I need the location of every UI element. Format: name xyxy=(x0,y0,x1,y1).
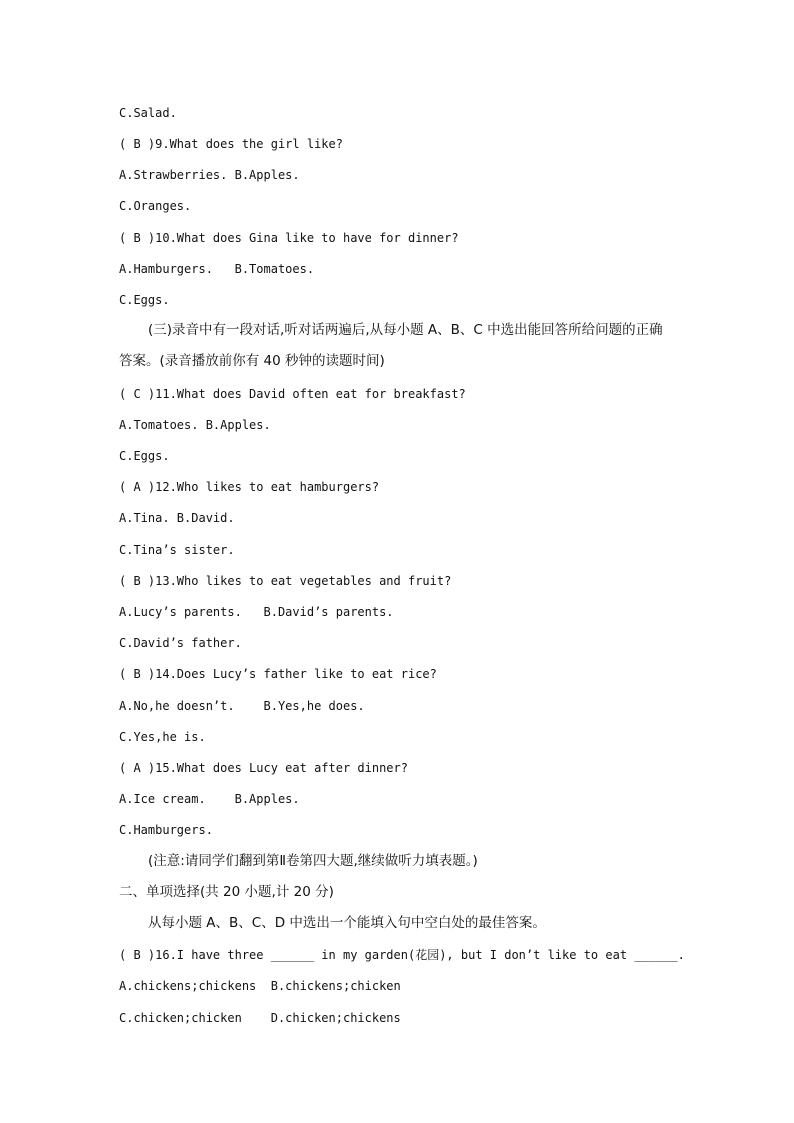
question-10: ( B )10.What does Gina like to have for dinner? xyxy=(119,231,459,245)
option-line-q13ab: A.Lucy’s parents. B.David’s parents. xyxy=(119,605,394,619)
option-line-q9c: C.Oranges. xyxy=(119,199,192,213)
section-2-instruction: 从每小题 A、B、C、D 中选出一个能填入句中空白处的最佳答案。 xyxy=(148,915,546,931)
question-11: ( C )11.What does David often eat for breakfast? xyxy=(119,387,466,401)
note-turn-page: (注意:请同学们翻到第Ⅱ卷第四大题,继续做听力填表题。) xyxy=(148,853,478,869)
section-3-instruction-cont: 答案。(录音播放前你有 40 秒钟的读题时间) xyxy=(119,353,385,369)
option-line-q15ab: A.Ice cream. B.Apples. xyxy=(119,792,300,806)
option-line-q12c: C.Tina’s sister. xyxy=(119,543,235,557)
option-line-q15c: C.Hamburgers. xyxy=(119,823,213,837)
question-9: ( B )9.What does the girl like? xyxy=(119,137,343,151)
question-14: ( B )14.Does Lucy’s father like to eat rice? xyxy=(119,667,437,681)
option-line-q11c: C.Eggs. xyxy=(119,449,170,463)
option-line-q10ab: A.Hamburgers. B.Tomatoes. xyxy=(119,262,315,276)
option-line-q9ab: A.Strawberries. B.Apples. xyxy=(119,168,300,182)
option-line-q14c: C.Yes,he is. xyxy=(119,730,206,744)
section-2-heading: 二、单项选择(共 20 小题,计 20 分) xyxy=(119,884,334,900)
option-line-q14ab: A.No,he doesn’t. B.Yes,he does. xyxy=(119,699,365,713)
option-line-q12ab: A.Tina. B.David. xyxy=(119,511,235,525)
option-line-q8c: C.Salad. xyxy=(119,106,177,120)
section-3-instruction: (三)录音中有一段对话,听对话两遍后,从每小题 A、B、C 中选出能回答所给问题的正确 xyxy=(148,322,663,338)
question-12: ( A )12.Who likes to eat hamburgers? xyxy=(119,480,380,494)
question-16: ( B )16.I have three ______ in my garden(花园), but I don’t like to eat ______. xyxy=(119,948,685,962)
option-line-q16ab: A.chickens;chickens B.chickens;chicken xyxy=(119,979,401,993)
option-line-q13c: C.David’s father. xyxy=(119,636,242,650)
option-line-q11ab: A.Tomatoes. B.Apples. xyxy=(119,418,271,432)
question-13: ( B )13.Who likes to eat vegetables and fruit? xyxy=(119,574,452,588)
question-15: ( A )15.What does Lucy eat after dinner? xyxy=(119,761,408,775)
option-line-q10c: C.Eggs. xyxy=(119,293,170,307)
option-line-q16cd: C.chicken;chicken D.chicken;chickens xyxy=(119,1011,401,1025)
